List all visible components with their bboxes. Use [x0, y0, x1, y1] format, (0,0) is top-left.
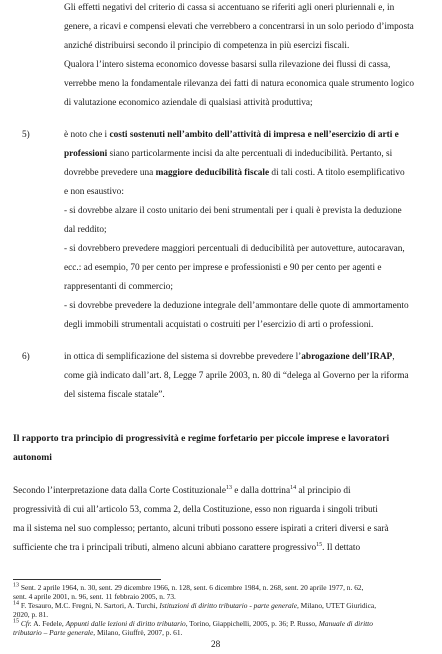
footnote-13-line-1 — [13, 583, 425, 592]
item-5-text: dovrebbe prevedere una — [64, 168, 156, 178]
body-line-2: progressività di cui all’articolo 53, comma 2, della Costituzione, esso non riguarda i singoli tributi — [13, 505, 378, 515]
intro-line-5: verrebbe meno la fondamentale rilevanza dei fatti di natura economica quale strumento logico — [64, 79, 415, 89]
body-text: sufficiente che tra i principali tributi, almeno alcuni abbiano carattere progressivo — [13, 543, 317, 553]
item-5-line-5: - si dovrebbe alzare il costo unitario dei beni strumentali per i quali è prevista la deduzione — [64, 206, 402, 216]
item-5-line-4: e non esaustivo: — [64, 187, 124, 197]
footnote-15-line-2 — [13, 628, 425, 637]
footnote-ref-13[interactable]: 13 — [225, 484, 232, 491]
item-6-text: in ottica di semplificazione del sistema si dovrebbe prevedere l’ — [64, 352, 302, 362]
item-5-line-10: - si dovrebbe prevedere la deduzione integrale dell’ammontare delle quote di ammortamento — [64, 301, 409, 311]
item-5-line-8: ecc.: ad esempio, 70 per cento per imprese e professionisti e 90 per cento per agenti e — [64, 263, 382, 273]
footnote-title: Istituzioni di diritto tributario - parte generale — [159, 601, 297, 610]
item-5-text: siano particolarmente incisi da alte percentuali di indeducibilità. Pertanto, si — [107, 149, 393, 159]
footnote-text: F. Tesauro, M.C. Fregni, N. Sartori, A. Turchi, — [19, 601, 160, 610]
item-5-line-3 — [64, 164, 416, 182]
intro-line-2: genere, a ricavi e compensi elevati che verrebbero a concentrarsi in un solo periodo d’imposta — [64, 22, 414, 32]
footnote-text: A. Fedele, — [31, 619, 66, 628]
footnote-text: Sent. 2 aprile 1964, n. 30, sent. 29 dicembre 1966, n. 128, sent. 6 dicembre 1984, n. 268, sent. 20 aprile 1977, n. 62, — [19, 583, 364, 592]
footnote-separator — [13, 579, 161, 580]
item-5-line-1 — [64, 126, 416, 144]
body-line-1 — [13, 482, 422, 500]
item-5-line-6: dal reddito; — [64, 225, 107, 235]
footnote-14-number: 14 — [13, 600, 19, 607]
item-6-line-1 — [64, 348, 416, 366]
item-6-line-3: del sistema fiscale statale”. — [64, 390, 165, 400]
item-5-text: di tali costi. A titolo esemplificativo — [269, 168, 405, 178]
footnote-text: , Milano, UTET Giuridica, — [296, 601, 377, 610]
page-number: 28 — [211, 640, 221, 650]
footnote-14-line-2: 2020, p. 81. — [13, 610, 49, 619]
section-title-line-1: Il rapporto tra principio di progressività e regime forfetario per piccole imprese e lavoratori — [13, 433, 390, 444]
item-5-bold-professioni: professioni — [64, 149, 108, 159]
footnote-13-number: 13 — [13, 582, 19, 589]
body-text: Secondo l’interpretazione data dalla Corte Costituzionale — [13, 486, 226, 496]
item-5-bold-deducibilita: maggiore deducibilità fiscale — [155, 168, 270, 178]
body-text: e dalla dottrina — [231, 486, 291, 496]
footnote-title: Appunti dalle lezioni di diritto tributario — [65, 619, 186, 628]
body-line-3: ma il sistema nel suo complesso; pertanto, alcuni tributi possono essere ispirati a criteri diversi e sarà — [13, 524, 389, 534]
footnote-title: tributario – Parte generale — [13, 628, 94, 637]
footnote-text: , Torino, Giappichelli, 2005, p. 36; P. Russo, — [185, 619, 319, 628]
body-text: . Il dettato — [322, 543, 361, 553]
section-title-line-2: autonomi — [13, 452, 52, 463]
item-5-number: 5) — [22, 130, 30, 140]
footnote-text: , Milano, Giuffrè, 2007, p. 61. — [93, 628, 183, 637]
body-line-4 — [13, 539, 422, 557]
item-6-number: 6) — [22, 352, 30, 362]
item-5-line-9: rappresentanti di commercio; — [64, 282, 173, 292]
body-text: al principio di — [296, 486, 351, 496]
intro-line-3: anziché distribuirsi secondo il principio di competenza in più esercizi fiscali. — [64, 41, 350, 51]
item-5-line-2 — [64, 145, 416, 163]
footnote-ref-14[interactable]: 14 — [290, 484, 297, 491]
footnote-title: Manuale di diritto — [318, 619, 373, 628]
item-6-bold-irap: abrogazione dell’IRAP — [301, 352, 393, 362]
item-5-bold-costs: costi sostenuti nell’ambito dell’attività di impresa e nell’esercizio di arti e — [109, 130, 399, 140]
footnote-cfr: Cfr. — [20, 619, 32, 628]
item-5-line-7: - si dovrebbero prevedere maggiori percentuali di deducibilità per autovetture, autocaravan, — [64, 244, 405, 254]
intro-line-4: Qualora l’intero sistema economico dovesse basarsi sulla rilevazione dei flussi di cassa, — [64, 60, 391, 70]
item-5-line-11: degli immobili strumentali acquistati o costruiti per l’esercizio di arti o professioni. — [64, 320, 374, 330]
footnote-14-line-1 — [13, 601, 425, 610]
footnote-13-line-2: sent. 4 aprile 2001, n. 96, sent. 11 febbraio 2005, n. 73. — [13, 592, 176, 601]
item-6-line-2: come già indicato dall’art. 8, Legge 7 aprile 2003, n. 80 di “delega al Governo per la riforma — [64, 371, 409, 381]
item-5-text: è noto che i — [64, 130, 110, 140]
item-6-text: , — [392, 352, 395, 362]
footnote-15-number: 15 — [13, 618, 19, 625]
footnote-ref-15[interactable]: 15 — [316, 541, 323, 548]
intro-line-1: Gli effetti negativi del criterio di cassa si accentuano se riferiti agli oneri pluriennali e, in — [64, 3, 395, 13]
intro-line-6: di valutazione economico aziendale di qualsiasi attività produttiva; — [64, 98, 313, 108]
footnote-15-line-1 — [13, 619, 425, 628]
